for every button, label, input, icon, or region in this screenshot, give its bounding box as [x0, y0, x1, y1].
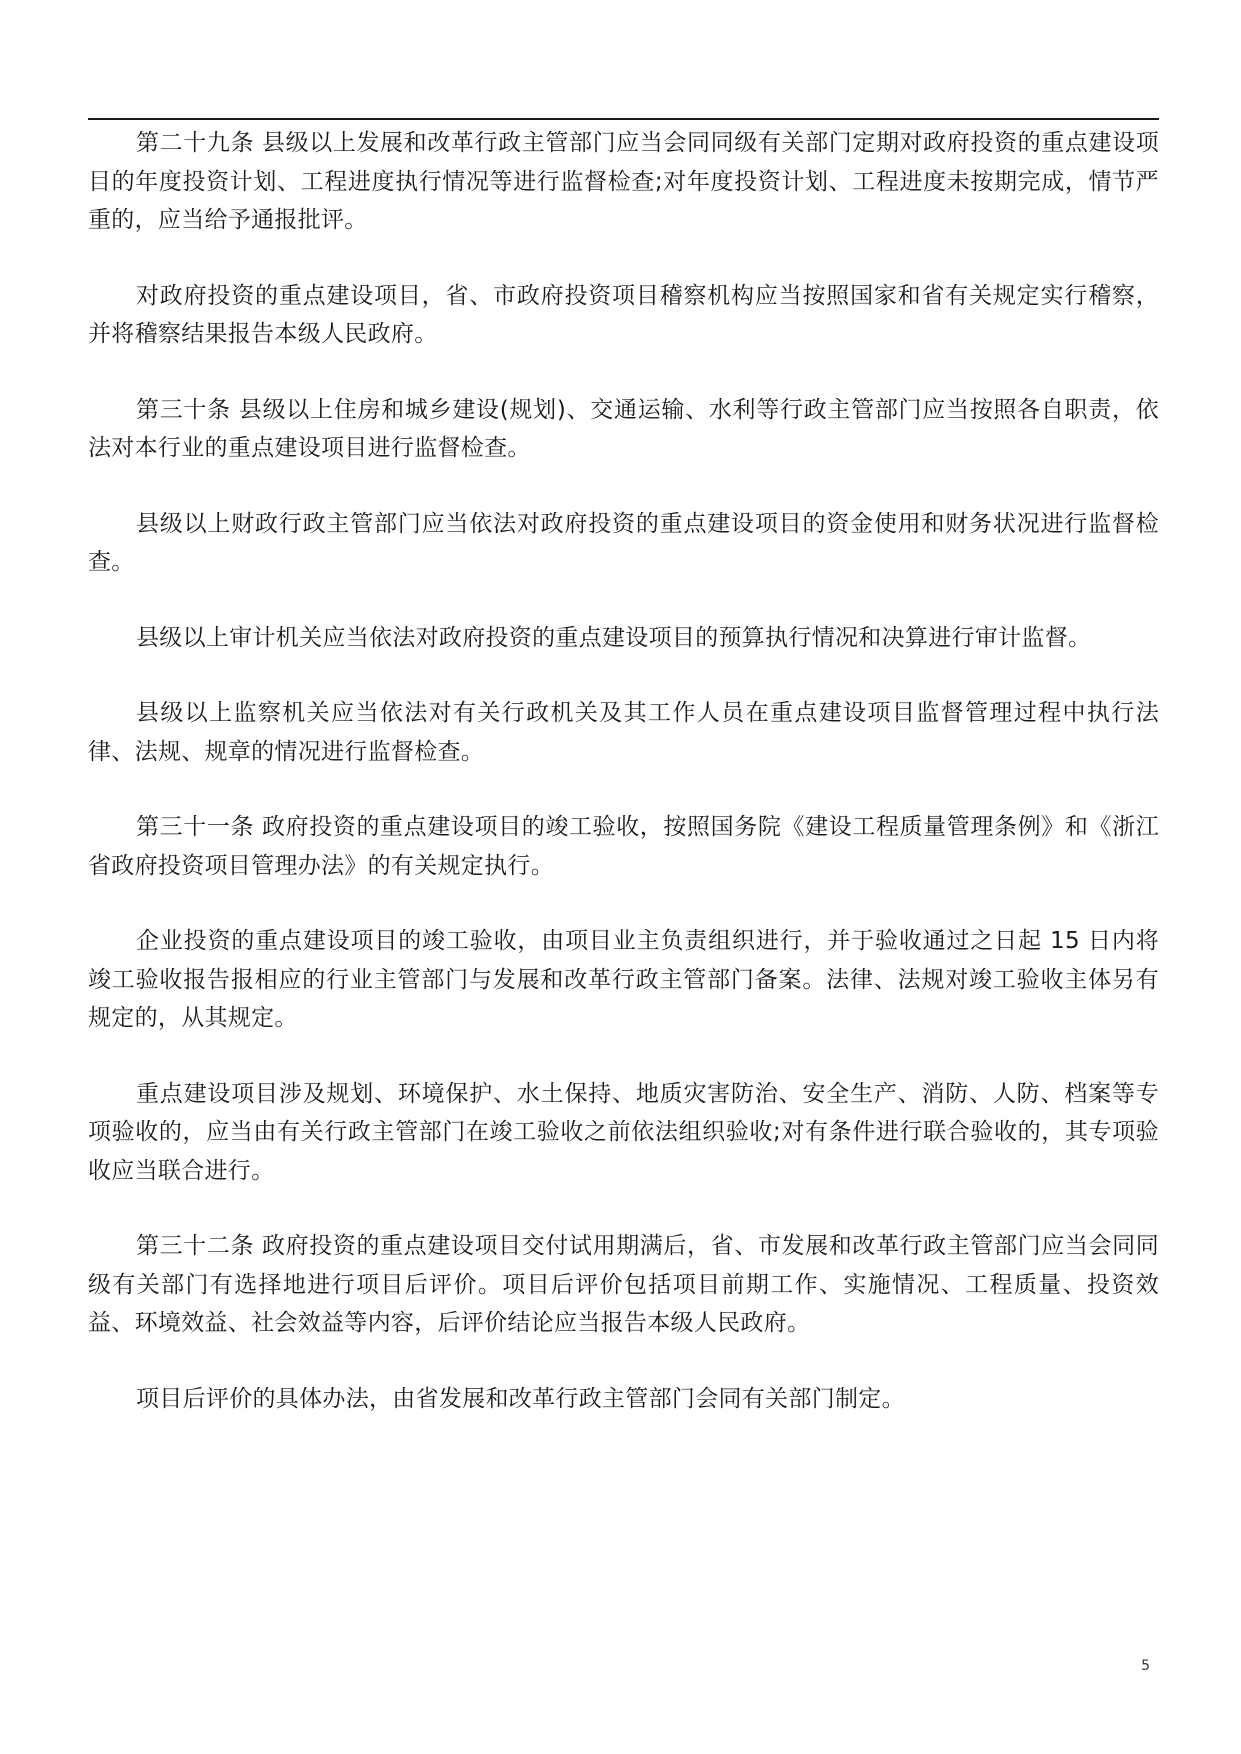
- paragraph-article-30: 第三十条 县级以上住房和城乡建设(规划)、交通运输、水利等行政主管部门应当按照各自职责，依法对本行业的重点建设项目进行监督检查。: [88, 396, 1159, 461]
- document-body: [88, 124, 1159, 1455]
- paragraph-enterprise-acceptance: 企业投资的重点建设项目的竣工验收，由项目业主负责组织进行，并于验收通过之日起 15 日内将竣工验收报告报相应的行业主管部门与发展和改革行政主管部门备案。法律、法规对竣工验收主体另有规定的，从其规定。: [88, 928, 1159, 1031]
- header-rule: [88, 118, 1159, 120]
- paragraph-audit: 县级以上审计机关应当依法对政府投资的重点建设项目的预算执行情况和决算进行审计监督。: [136, 624, 1092, 651]
- paragraph-supervision: 县级以上监察机关应当依法对有关行政机关及其工作人员在重点建设项目监督管理过程中执行法律、法规、规章的情况进行监督检查。: [88, 700, 1159, 765]
- page-number: 5: [1141, 1658, 1150, 1674]
- paragraph-article-29: 第二十九条 县级以上发展和改革行政主管部门应当会同同级有关部门定期对政府投资的重点建设项目的年度投资计划、工程进度执行情况等进行监督检查;对年度投资计划、工程进度未按期完成，情节严重的，应当给予通报批评。: [88, 130, 1159, 233]
- paragraph-article-31: 第三十一条 政府投资的重点建设项目的竣工验收，按照国务院《建设工程质量管理条例》和《浙江省政府投资项目管理办法》的有关规定执行。: [88, 814, 1159, 879]
- paragraph-inspection: 对政府投资的重点建设项目，省、市政府投资项目稽察机构应当按照国家和省有关规定实行稽察，并将稽察结果报告本级人民政府。: [88, 282, 1159, 347]
- paragraph-finance: 县级以上财政行政主管部门应当依法对政府投资的重点建设项目的资金使用和财务状况进行监督检查。: [88, 510, 1159, 575]
- paragraph-special-acceptance: 重点建设项目涉及规划、环境保护、水土保持、地质灾害防治、安全生产、消防、人防、档案等专项验收的，应当由有关行政主管部门在竣工验收之前依法组织验收;对有条件进行联合验收的，其专项验收应当联合进行。: [88, 1080, 1159, 1184]
- paragraph-article-32: 第三十二条 政府投资的重点建设项目交付试用期满后，省、市发展和改革行政主管部门应当会同同级有关部门有选择地进行项目后评价。项目后评价包括项目前期工作、实施情况、工程质量、投资效益、环境效益、社会效益等内容，后评价结论应当报告本级人民政府。: [88, 1233, 1159, 1336]
- paragraph-post-evaluation: 项目后评价的具体办法，由省发展和改革行政主管部门会同有关部门制定。: [136, 1385, 905, 1412]
